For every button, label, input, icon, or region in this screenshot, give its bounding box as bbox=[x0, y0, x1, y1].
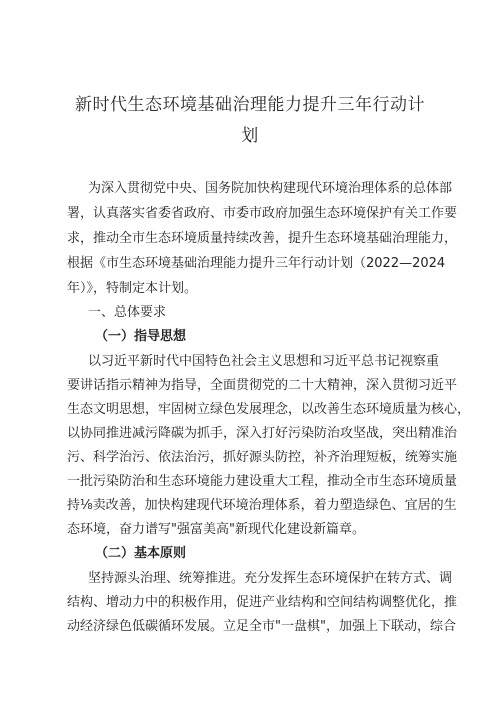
guiding-line: 污、科学治污、依法治污，抓好源头防控，补齐治理短板，统筹实施 bbox=[67, 450, 458, 465]
intro-line: 为深入贯彻党中央、国务院加快构建现代环境治理体系的总体部 bbox=[88, 181, 453, 196]
principles-line: 结构、增动力中的积极作用，促进产业结构和空间结构调整优化，推 bbox=[67, 595, 458, 610]
document-title-line-2: 划 bbox=[241, 126, 259, 146]
section-heading: 一、总体要求 bbox=[88, 305, 167, 320]
intro-line: 根据《市生态环境基础治理能力提升三年行动计划（2022—2024 bbox=[67, 256, 446, 271]
principles-line: 动经济绿色低碳循环发展。立足全市"一盘棋"，加强上下联动，综合 bbox=[67, 619, 456, 634]
guiding-line: 要讲话指示精神为指导，全面贯彻党的二十大精神，深入贯彻习近平 bbox=[67, 378, 458, 393]
subsection-heading: （二）基本原则 bbox=[95, 546, 187, 561]
subsection-heading: （一）指导思想 bbox=[95, 329, 187, 344]
guiding-line: 生态文明思想，牢固树立绿色发展理念，以改善生态环境质量为核心， bbox=[67, 402, 471, 417]
intro-line: 署，认真落实省委省政府、市委市政府加强生态环境保护有关工作要 bbox=[67, 206, 458, 221]
guiding-line: 以习近平新时代中国特色社会主义思想和习近平总书记视察重 bbox=[88, 354, 440, 369]
guiding-line: 一批污染防治和生态环境能力建设重大工程，推动全市生态环境质量 bbox=[67, 474, 458, 489]
intro-line: 年）》，特制定本计划。 bbox=[67, 281, 198, 296]
intro-line: 求，推动全市生态环境质量持续改善，提升生态环境基础治理能力， bbox=[67, 231, 458, 246]
guiding-line: 态环境，奋力谱写"强富美高"新现代化建设新篇章。 bbox=[67, 522, 365, 537]
principles-line: 坚持源头治理、统筹推进。充分发挥生态环境保护在转方式、调 bbox=[88, 571, 453, 586]
guiding-line: 持⅛卖改善，加快构建现代环境治理体系，着力塑造绿色、宜居的生 bbox=[67, 498, 457, 513]
document-title-line-1: 新时代生态环境基础治理能力提升三年行动计 bbox=[75, 95, 425, 115]
guiding-line: 以协同推进减污降碳为抓手，深入打好污染防治攻坚战，突出精准治 bbox=[67, 426, 458, 441]
